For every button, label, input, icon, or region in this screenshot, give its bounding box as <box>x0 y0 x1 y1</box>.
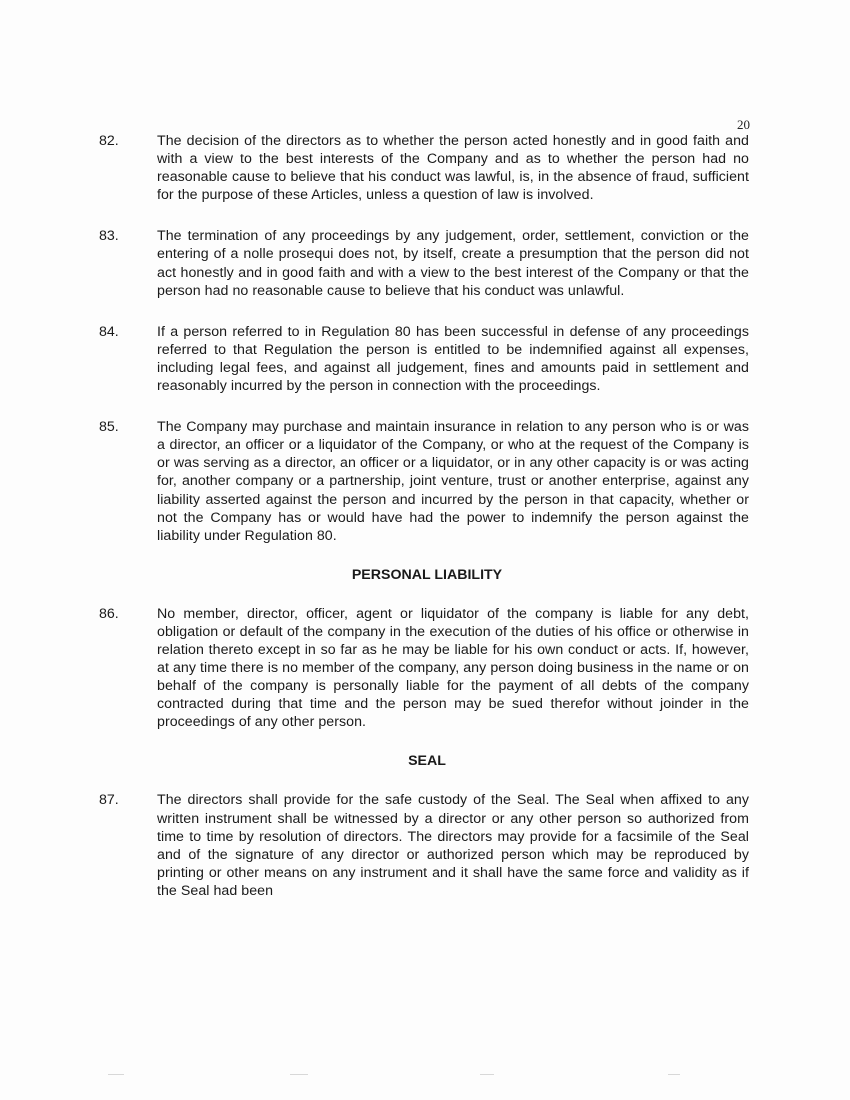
regulation-number: 86. <box>99 605 119 622</box>
scan-speck <box>108 1074 124 1075</box>
page-number: 20 <box>737 117 750 132</box>
regulation-87 <box>99 791 749 900</box>
regulation-86 <box>99 605 749 732</box>
regulation-number: 87. <box>99 792 119 809</box>
section-heading-seal: SEAL <box>408 753 446 770</box>
regulation-text: If a person referred to in Regulation 80 has been successful in defense of any proceedings referred to that Regulation the person is entitled to be indemnified against all expenses, including legal fees, and against all judgement, fines and amounts paid in settlement and reasonably incurred by the person in connection with the proceedings. <box>157 323 749 395</box>
regulation-text: The Company may purchase and maintain insurance in relation to any person who is or was a director, an officer or a liquidator of the Company, or who at the request of the Company is or was serving as a director, an officer or a liquidator, or in any other capacity is or was acting for, another company or a partnership, joint venture, trust or another enterprise, against any liability asserted against the person and incurred by the person in that capacity, whether or not the Company has or would have had the power to indemnify the person against the liability under Regulation 80. <box>157 419 749 544</box>
regulation-text: No member, director, officer, agent or liquidator of the company is liable for any debt, obligation or default of the company in the execution of the duties of his office or otherwise in relation thereto except in so far as he may be liable for his own conduct or acts. If, however, at any time there is no member of the company, any person doing business in the name or on behalf of the company is personally liable for the payment of all debts of the company contracted during that time and the person may be sued therefor without joinder in the proceedings of any other person. <box>157 605 749 731</box>
regulation-number: 84. <box>99 323 119 340</box>
regulation-number: 85. <box>99 419 119 436</box>
regulation-text: The decision of the directors as to whether the person acted honestly and in good faith and with a view to the best interests of the Company and as to whether the person had no reasonable cause to believe that his conduct was lawful, is, in the absence of fraud, sufficient for the purpose of these Articles, unless a question of law is involved. <box>157 133 749 204</box>
document-body <box>99 132 749 923</box>
section-heading-personal-liability: PERSONAL LIABILITY <box>351 566 503 583</box>
scan-speck <box>480 1074 494 1075</box>
regulation-number: 82. <box>99 133 119 149</box>
scan-specks <box>0 1074 850 1084</box>
regulation-number: 83. <box>99 228 119 245</box>
regulation-83 <box>99 227 749 299</box>
regulation-text: The termination of any proceedings by any judgement, order, settlement, conviction or the entering of a nolle prosequi does not, by itself, create a presumption that the person did not act honestly and in good faith and with a view to the best interest of the Company or that the person had no reasonable cause to believe that his conduct was unlawful. <box>157 228 749 299</box>
regulation-84 <box>99 323 749 395</box>
scan-speck <box>290 1074 308 1075</box>
regulation-85 <box>99 418 749 545</box>
regulation-82 <box>99 132 749 204</box>
scan-speck <box>668 1074 680 1075</box>
regulation-text: The directors shall provide for the safe custody of the Seal. The Seal when affixed to any written instrument shall be witnessed by a director or any other person so authorized from time to time by resolution of directors. The directors may provide for a facsimile of the Seal and of the signature of any director or authorized person which may be reproduced by printing or other means on any instrument and it shall have the same force and validity as if the Seal had been <box>157 792 749 899</box>
